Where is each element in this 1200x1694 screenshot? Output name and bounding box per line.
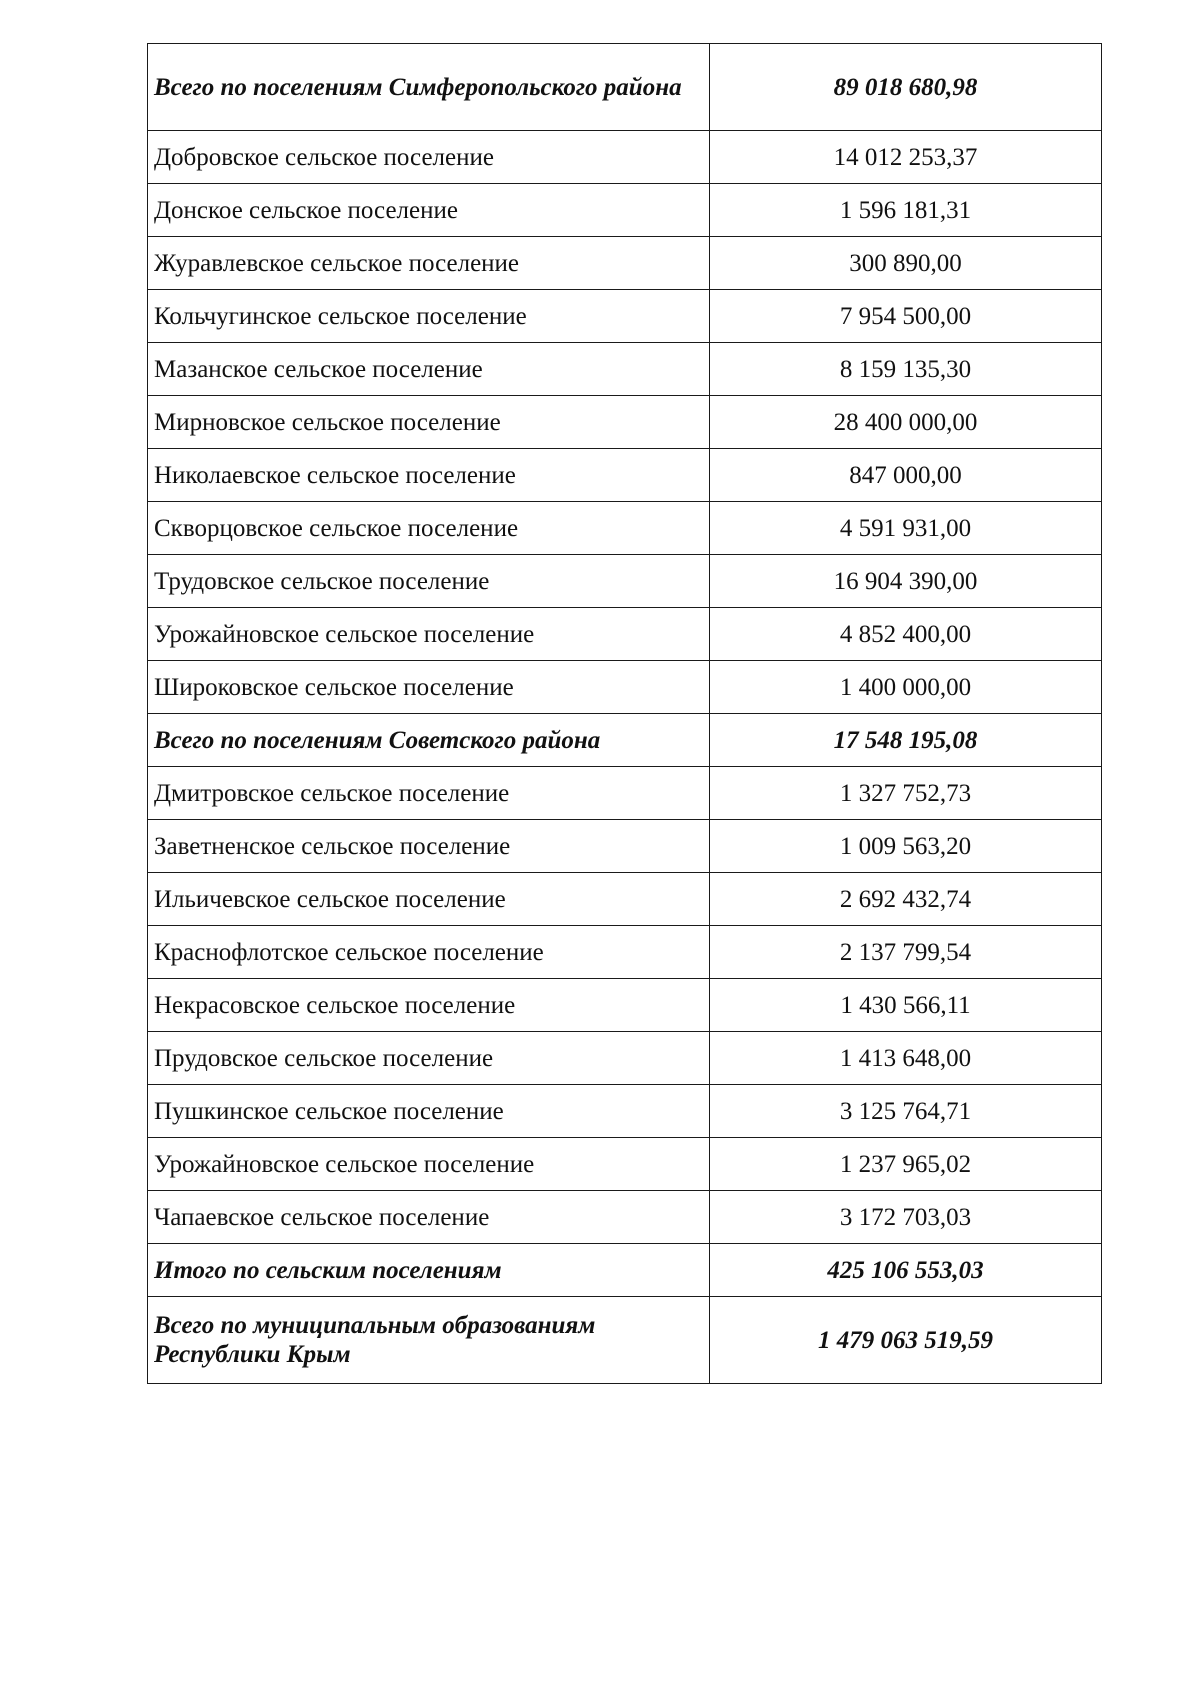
settlement-name-cell: Заветненское сельское поселение	[148, 820, 710, 873]
amount-cell: 1 327 752,73	[710, 767, 1102, 820]
amount-cell: 4 591 931,00	[710, 502, 1102, 555]
table-row	[148, 555, 1102, 608]
budget-table	[147, 43, 1102, 1384]
table-row	[148, 873, 1102, 926]
amount-cell: 28 400 000,00	[710, 396, 1102, 449]
settlement-name-cell: Мирновское сельское поселение	[148, 396, 710, 449]
settlement-name-cell: Всего по поселениям Советского района	[148, 714, 710, 767]
settlement-name-cell: Журавлевское сельское поселение	[148, 237, 710, 290]
table-row	[148, 237, 1102, 290]
table-row	[148, 979, 1102, 1032]
amount-cell: 2 692 432,74	[710, 873, 1102, 926]
table-row	[148, 608, 1102, 661]
table-row	[148, 1085, 1102, 1138]
total-row	[148, 714, 1102, 767]
amount-cell: 89 018 680,98	[710, 44, 1102, 131]
settlement-name-cell: Скворцовское сельское поселение	[148, 502, 710, 555]
table-row	[148, 290, 1102, 343]
settlement-name-cell: Чапаевское сельское поселение	[148, 1191, 710, 1244]
settlement-name-cell: Пушкинское сельское поселение	[148, 1085, 710, 1138]
amount-cell: 7 954 500,00	[710, 290, 1102, 343]
amount-cell: 17 548 195,08	[710, 714, 1102, 767]
table-row	[148, 449, 1102, 502]
settlement-name-cell: Добровское сельское поселение	[148, 131, 710, 184]
total-row	[148, 1297, 1102, 1384]
settlement-name-cell: Трудовское сельское поселение	[148, 555, 710, 608]
amount-cell: 300 890,00	[710, 237, 1102, 290]
amount-cell: 1 479 063 519,59	[710, 1297, 1102, 1384]
amount-cell: 8 159 135,30	[710, 343, 1102, 396]
amount-cell: 1 430 566,11	[710, 979, 1102, 1032]
total-row	[148, 1244, 1102, 1297]
table-row	[148, 820, 1102, 873]
table-row	[148, 502, 1102, 555]
amount-cell: 14 012 253,37	[710, 131, 1102, 184]
settlement-name-cell: Урожайновское сельское поселение	[148, 608, 710, 661]
total-row	[148, 44, 1102, 131]
settlement-name-cell: Николаевское сельское поселение	[148, 449, 710, 502]
amount-cell: 1 237 965,02	[710, 1138, 1102, 1191]
table-row	[148, 184, 1102, 237]
table-row	[148, 767, 1102, 820]
table-row	[148, 343, 1102, 396]
table-row	[148, 661, 1102, 714]
settlement-name-cell: Краснофлотское сельское поселение	[148, 926, 710, 979]
table-row	[148, 396, 1102, 449]
amount-cell: 1 009 563,20	[710, 820, 1102, 873]
table-row	[148, 131, 1102, 184]
settlement-name-cell: Урожайновское сельское поселение	[148, 1138, 710, 1191]
amount-cell: 3 125 764,71	[710, 1085, 1102, 1138]
amount-cell: 1 400 000,00	[710, 661, 1102, 714]
settlement-name-cell: Широковское сельское поселение	[148, 661, 710, 714]
amount-cell: 1 596 181,31	[710, 184, 1102, 237]
settlement-name-cell: Всего по муниципальным образованиям Республики Крым	[148, 1297, 710, 1384]
settlement-name-cell: Ильичевское сельское поселение	[148, 873, 710, 926]
amount-cell: 1 413 648,00	[710, 1032, 1102, 1085]
amount-cell: 847 000,00	[710, 449, 1102, 502]
table-row	[148, 1032, 1102, 1085]
settlement-name-cell: Некрасовское сельское поселение	[148, 979, 710, 1032]
table-body	[148, 44, 1102, 1384]
amount-cell: 4 852 400,00	[710, 608, 1102, 661]
amount-cell: 16 904 390,00	[710, 555, 1102, 608]
settlement-name-cell: Кольчугинское сельское поселение	[148, 290, 710, 343]
table-row	[148, 926, 1102, 979]
amount-cell: 425 106 553,03	[710, 1244, 1102, 1297]
settlement-name-cell: Прудовское сельское поселение	[148, 1032, 710, 1085]
settlement-name-cell: Всего по поселениям Симферопольского района	[148, 44, 710, 131]
table-row	[148, 1138, 1102, 1191]
settlement-name-cell: Мазанское сельское поселение	[148, 343, 710, 396]
amount-cell: 3 172 703,03	[710, 1191, 1102, 1244]
settlement-name-cell: Дмитровское сельское поселение	[148, 767, 710, 820]
table-row	[148, 1191, 1102, 1244]
settlement-name-cell: Донское сельское поселение	[148, 184, 710, 237]
settlement-name-cell: Итого по сельским поселениям	[148, 1244, 710, 1297]
amount-cell: 2 137 799,54	[710, 926, 1102, 979]
